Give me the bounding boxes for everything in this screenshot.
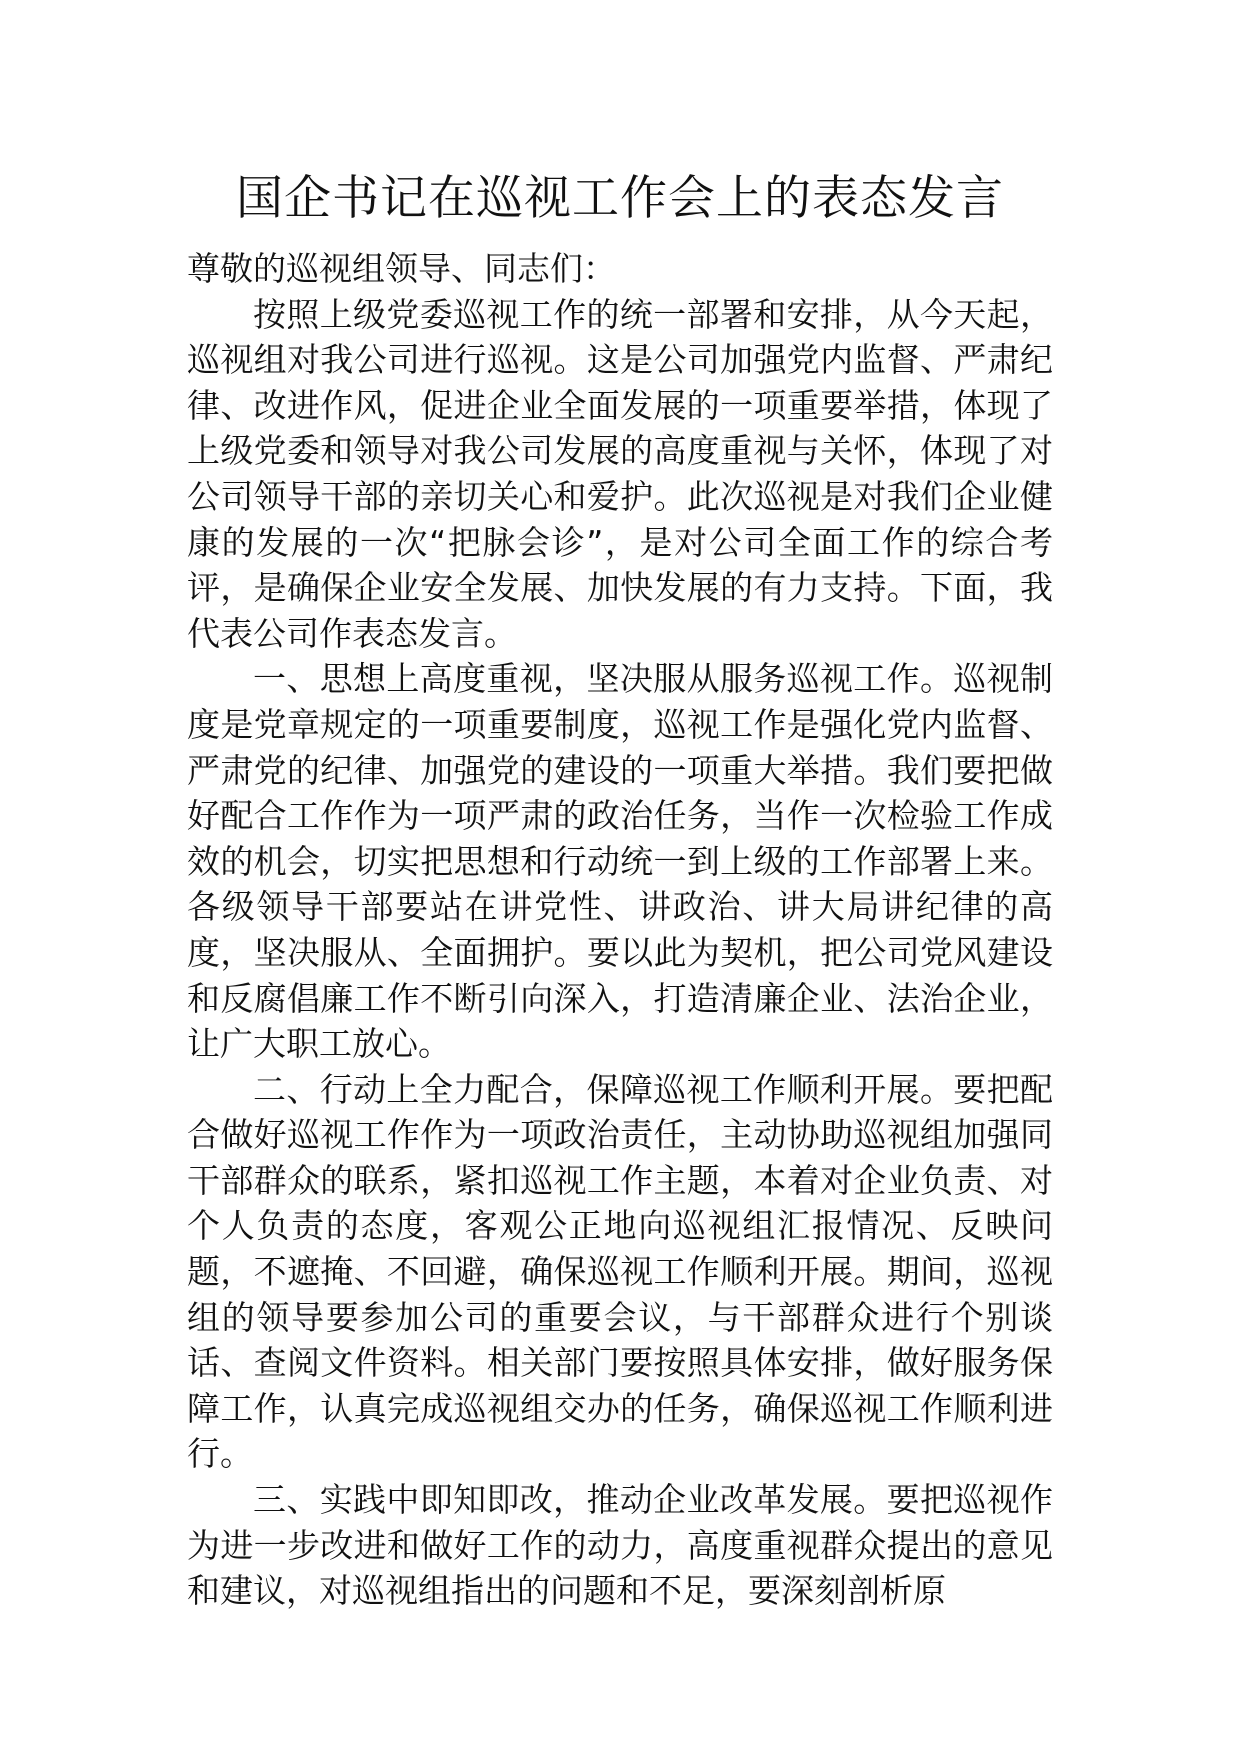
paragraph-intro: 按照上级党委巡视工作的统一部署和安排，从今天起，巡视组对我公司进行巡视。这是公司加强党内监督、严肃纪律、改进作风，促进企业全面发展的一项重要举措，体现了上级党委和领导对我公司发展的高度重视与关怀，体现了对公司领导干部的亲切关心和爱护。此次巡视是对我们企业健康的发展的一次“把脉会诊”，是对公司全面工作的综合考评，是确保企业安全发展、加快发展的有力支持。下面，我代表公司作表态发言。	[187, 294, 1053, 653]
paragraph-point-1: 一、思想上高度重视，坚决服从服务巡视工作。巡视制度是党章规定的一项重要制度，巡视工作是强化党内监督、严肃党的纪律、加强党的建设的一项重大举措。我们要把做好配合工作作为一项严肃的政治任务，当作一次检验工作成效的机会，切实把思想和行动统一到上级的工作部署上来。各级领导干部要站在讲党性、讲政治、讲大局讲纪律的高度，坚决服从、全面拥护。要以此为契机，把公司党风建设和反腐倡廉工作不断引向深入，打造清廉企业、法治企业，让广大职工放心。	[187, 659, 1053, 1064]
document-body	[187, 246, 1053, 1614]
paragraph-point-2: 二、行动上全力配合，保障巡视工作顺利开展。要把配合做好巡视工作作为一项政治责任，主动协助巡视组加强同干部群众的联系，紧扣巡视工作主题，本着对企业负责、对个人负责的态度，客观公正地向巡视组汇报情况、反映问题，不遮掩、不回避，确保巡视工作顺利开展。期间，巡视组的领导要参加公司的重要会议，与干部群众进行个别谈话、查阅文件资料。相关部门要按照具体安排，做好服务保障工作，认真完成巡视组交办的任务，确保巡视工作顺利进行。	[187, 1069, 1053, 1474]
document-title: 国企书记在巡视工作会上的表态发言	[236, 171, 1004, 226]
salutation: 尊敬的巡视组领导、同志们：	[187, 249, 616, 288]
paragraph-point-3: 三、实践中即知即改，推动企业改革发展。要把巡视作为进一步改进和做好工作的动力，高度重视群众提出的意见和建议，对巡视组指出的问题和不足，要深刻剖析原	[187, 1480, 1053, 1611]
